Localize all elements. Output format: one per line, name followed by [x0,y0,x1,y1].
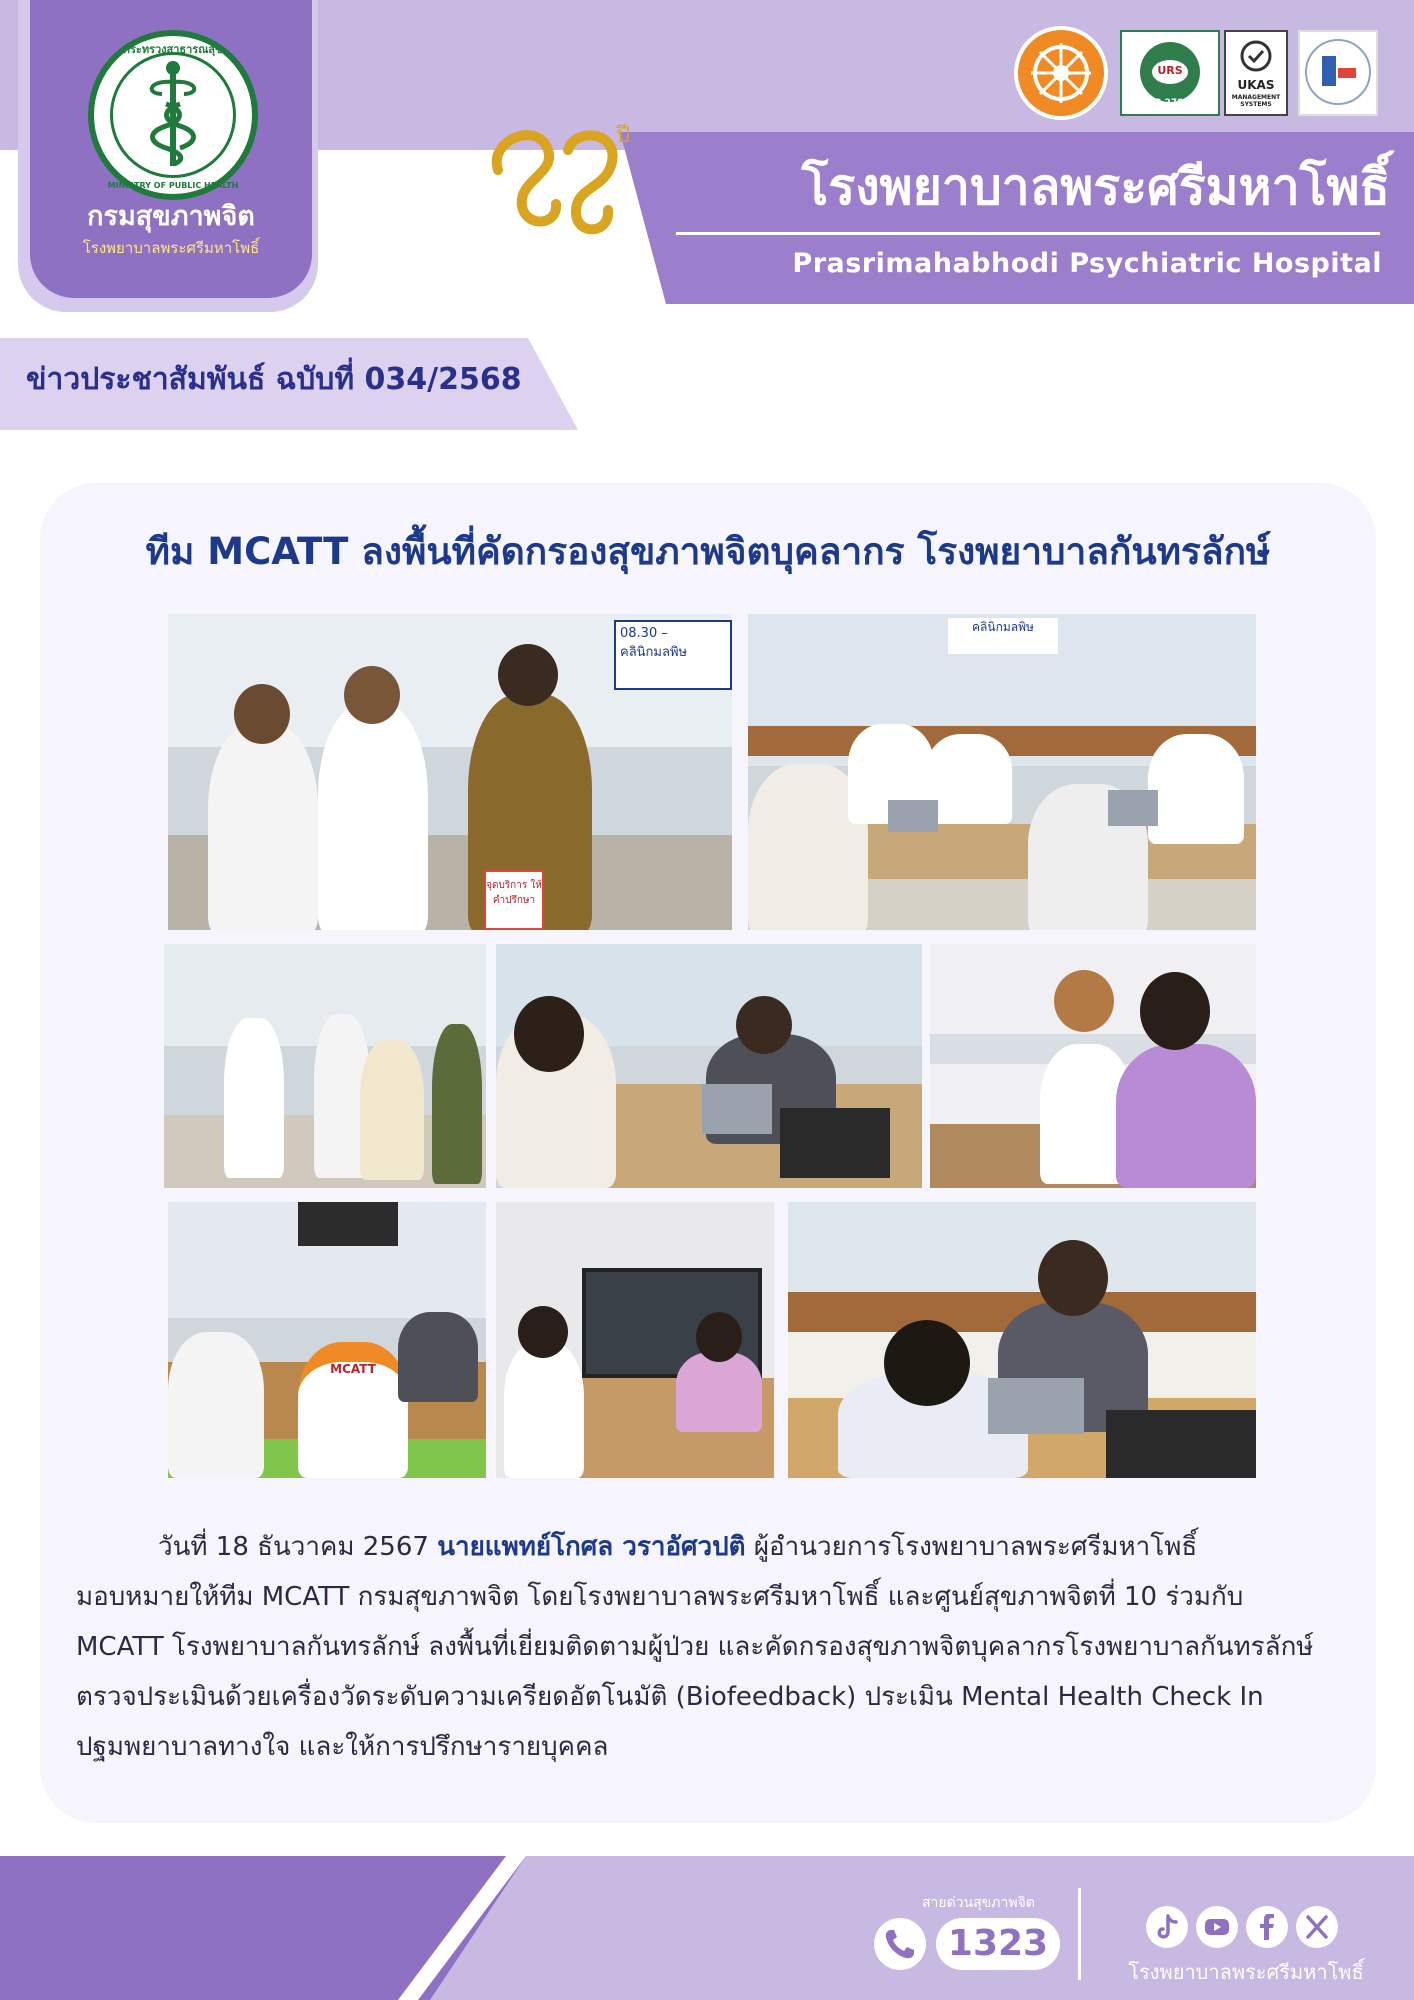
seal-text-bottom: MINISTRY OF PUBLIC HEALTH [107,181,239,190]
photo-person-patient [676,1352,762,1432]
hospital-name-divider [676,232,1380,235]
photo-person-1 [208,724,318,930]
footer-hospital-name: โรงพยาบาลพระศรีมหาโพธิ์ [1128,1960,1364,1984]
photo-person-3 [360,1040,424,1180]
footer-vertical-divider [1078,1888,1081,1980]
photo-laptop [988,1378,1084,1434]
photo-mcatt-desk [168,1202,486,1478]
photo-team-discussion [168,614,732,930]
photo-sign-clinic [614,620,732,690]
photo-person-1-head [234,684,290,744]
news-body-line-5: ปฐมพยาบาลทางใจ และให้การปรึกษารายบุคคล [76,1732,609,1762]
photo-counselling-room [496,1202,774,1478]
photo-person-4 [432,1024,482,1184]
news-date: วันที่ 18 ธันวาคม 2567 [158,1532,429,1562]
photo-laptop [888,800,938,832]
photo-sign-counsel: จุดบริการ ให้คำปรึกษา [484,870,544,930]
photo-person-staff-head [518,1306,568,1358]
urs-iso-certification-badge [1120,30,1220,116]
photo-person-mcatt-vest [298,1342,408,1478]
photo-team-meeting [164,944,486,1188]
urs-label: URS [1157,64,1183,77]
photo-screening-desk [748,614,1256,930]
photo-windows [788,1202,1256,1301]
facebook-icon[interactable] [1246,1906,1288,1948]
x-icon[interactable] [1296,1906,1338,1948]
hotline-number[interactable]: 1323 [936,1918,1060,1970]
photo-person-staff [504,1342,584,1478]
hospital-name-english: Prasrimahabhodi Psychiatric Hospital [792,248,1382,279]
photo-person-patient-head [514,996,584,1072]
youtube-icon[interactable] [1196,1906,1238,1948]
photo-interview-desk [788,1202,1256,1478]
news-body-line-2: มอบหมายให้ทีม MCATT กรมสุขภาพจิต โดยโรงพยาบาลพระศรีมหาโพธิ์ และศูนย์สุขภาพจิตที่ 10 ร่วมกับ [76,1582,1244,1612]
photo-biofeedback [930,944,1256,1188]
photo-vest-label: MCATT [330,1362,376,1376]
photo-person-patient-head [696,1312,742,1362]
department-name: กรมสุขภาพจิต [87,201,255,232]
photo-person-3-head [498,644,558,706]
photo-person-1 [224,1018,284,1178]
phone-icon [874,1918,926,1970]
ukas-certification-badge [1224,30,1288,116]
ministry-seal-logo [88,30,258,200]
photo-person-staff-head [1038,1240,1108,1316]
news-body-line-3: MCATT โรงพยาบาลกันทรลักษ์ ลงพื้นที่เยี่ยมติดตามผู้ป่วย และคัดกรองสุขภาพจิตบุคลากรโรงพยาบาลกันทรลักษ์ [76,1632,1314,1662]
photo-printer [1106,1410,1256,1478]
caduceus-icon [144,60,202,172]
photo-person-2 [398,1312,478,1402]
photo-person-staff-3 [1148,734,1244,844]
photo-sign-clinic-label: คลินิกมลพิษ [620,645,688,660]
ha-accreditation-icon [1300,32,1376,114]
news-body [76,1522,1340,1772]
photo-person-2-head [344,666,400,724]
photo-sign-clinic-small: คลินิกมลพิษ [948,618,1058,654]
news-line-1-rest: ผู้อำนวยการโรงพยาบาลพระศรีมหาโพธิ์ [753,1532,1198,1562]
hotline-label: สายด่วนสุขภาพจิต [922,1895,1035,1911]
dharma-wheel-icon [1018,30,1104,116]
photo-person-patient-head [884,1320,970,1406]
photo-person-1 [168,1332,264,1478]
ukas-sub-label: MANAGEMENT SYSTEMS [1231,94,1281,108]
news-body-line-4: ตรวจประเมินด้วยเครื่องวัดระดับความเครียดอัตโนมัติ (Biofeedback) ประเมิน Mental Health Check In [76,1682,1264,1712]
news-body-line-1 [76,1522,1340,1572]
photo-person-staff-head [1054,970,1114,1032]
photo-laptop [1108,790,1158,826]
photo-printer [780,1108,890,1178]
hospital-name-thai: โรงพยาบาลพระศรีมหาโพธิ์ [801,158,1390,216]
photo-person-2 [318,704,428,930]
department-hospital: โรงพยาบาลพระศรีมหาโพธิ์ [82,239,260,257]
photo-person-patient [1116,1044,1256,1188]
anniversary-76-years-emblem [478,110,638,250]
photo-assessment-desk [496,944,922,1188]
photo-sign-hours: 08.30 – [620,626,668,641]
ukas-crown-check-icon [1226,32,1286,82]
tiktok-icon[interactable] [1146,1906,1188,1948]
photo-laptop [702,1084,772,1134]
seal-text-top: กระทรวงสาธารณสุข [123,43,223,56]
news-number: ข่าวประชาสัมพันธ์ ฉบับที่ 034/2568 [26,362,522,397]
anniversary-suffix: ปี [616,123,630,148]
photo-tv [298,1202,398,1246]
dharma-wheel-logo [1014,26,1108,120]
ukas-label: UKAS [1237,78,1275,92]
ha-accreditation-badge [1298,30,1378,116]
photo-person-patient-head [1140,972,1210,1050]
photo-person-staff-2 [926,734,1012,824]
news-person: นายแพทย์โกศล วราอัศวปติ [437,1532,746,1562]
news-headline: ทีม MCATT ลงพื้นที่คัดกรองสุขภาพจิตบุคลากร โรงพยาบาลกันทรลักษ์ [145,530,1271,573]
urs-iso-label: ISO 27001 [1144,98,1196,108]
photo-person-staff-head [736,996,792,1054]
